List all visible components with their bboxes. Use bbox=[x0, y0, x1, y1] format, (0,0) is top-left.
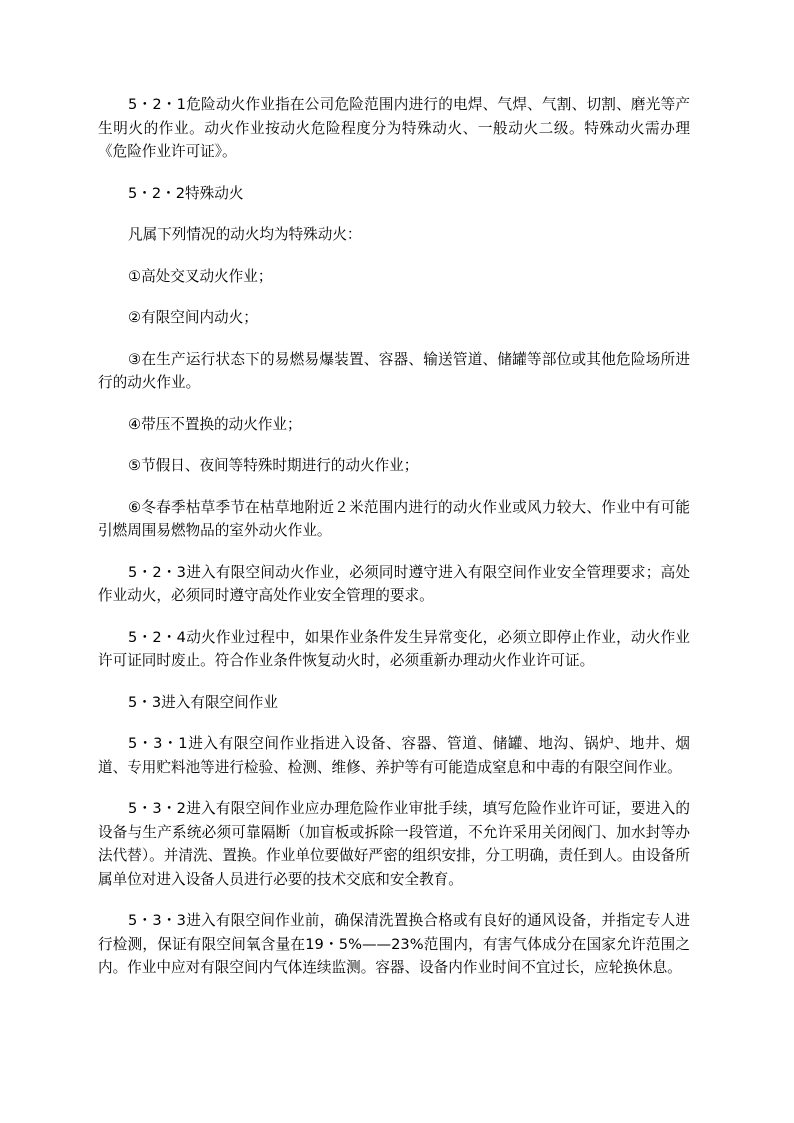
list-item-1: ①高处交叉动火作业； bbox=[128, 267, 273, 285]
paragraph-special-intro: 凡属下列情况的动火均为特殊动火： bbox=[128, 226, 362, 243]
heading-5-2-2: 5・2・2特殊动火 bbox=[128, 184, 244, 202]
paragraph-5-3-2: 5・3・2进入有限空间作业应办理危险作业审批手续，填写危险作业许可证，要进入的设备与生产系统必须可靠隔断（加盲板或拆除一段管道，不允许采用关闭阀门、加水封等办法代替）。并清洗、置换。作业单位要做好严密的组织安排，分工明确，责任到人。由设备所属单位对进入设备人员进行必要的技术交底和安全教育。 bbox=[98, 800, 690, 888]
list-item-4: ④带压不置换的动火作业； bbox=[128, 415, 302, 433]
paragraph-5-2-1: 5・2・1危险动火作业指在公司危险范围内进行的电焊、气焊、气割、切割、磨光等产生明火的作业。动火作业按动火危险程度分为特殊动火、一般动火二级。特殊动火需办理《危险作业许可证》。 bbox=[98, 96, 690, 160]
paragraph-5-3-1: 5・3・1进入有限空间作业指进入设备、容器、管道、储罐、地沟、锅炉、地井、烟道、专用贮料池等进行检验、检测、维修、养护等有可能造成窒息和中毒的有限空间作业。 bbox=[98, 735, 690, 776]
heading-5-3: 5・3进入有限空间作业 bbox=[128, 693, 278, 711]
document-body bbox=[98, 93, 690, 998]
list-item-5: ⑤节假日、夜间等特殊时期进行的动火作业； bbox=[128, 457, 419, 474]
paragraph-5-2-3: 5・2・3进入有限空间动火作业，必须同时遵守进入有限空间作业安全管理要求；高处作业动火，必须同时遵守高处作业安全管理的要求。 bbox=[98, 563, 690, 604]
paragraph-5-3-3: 5・3・3进入有限空间作业前，确保清洗置换合格或有良好的通风设备，并指定专人进行检测，保证有限空间氧含量在19・5%——23%范围内，有害气体成分在国家允许范围之内。作业中应对有限空间内气体连续监测。容器、设备内作业时间不宜过长，应轮换休息。 bbox=[98, 912, 690, 976]
paragraph-5-2-4: 5・2・4动火作业过程中，如果作业条件发生异常变化，必须立即停止作业，动火作业许可证同时废止。符合作业条件恢复动火时，必须重新办理动火作业许可证。 bbox=[98, 628, 690, 669]
list-item-3: ③在生产运行状态下的易燃易爆装置、容器、输送管道、储罐等部位或其他危险场所进行的动火作业。 bbox=[98, 350, 690, 391]
list-item-6: ⑥冬春季枯草季节在枯草地附近２米范围内进行的动火作业或风力较大、作业中有可能引燃周围易燃物品的室外动火作业。 bbox=[98, 498, 690, 539]
list-item-2: ②有限空间内动火； bbox=[128, 309, 258, 326]
